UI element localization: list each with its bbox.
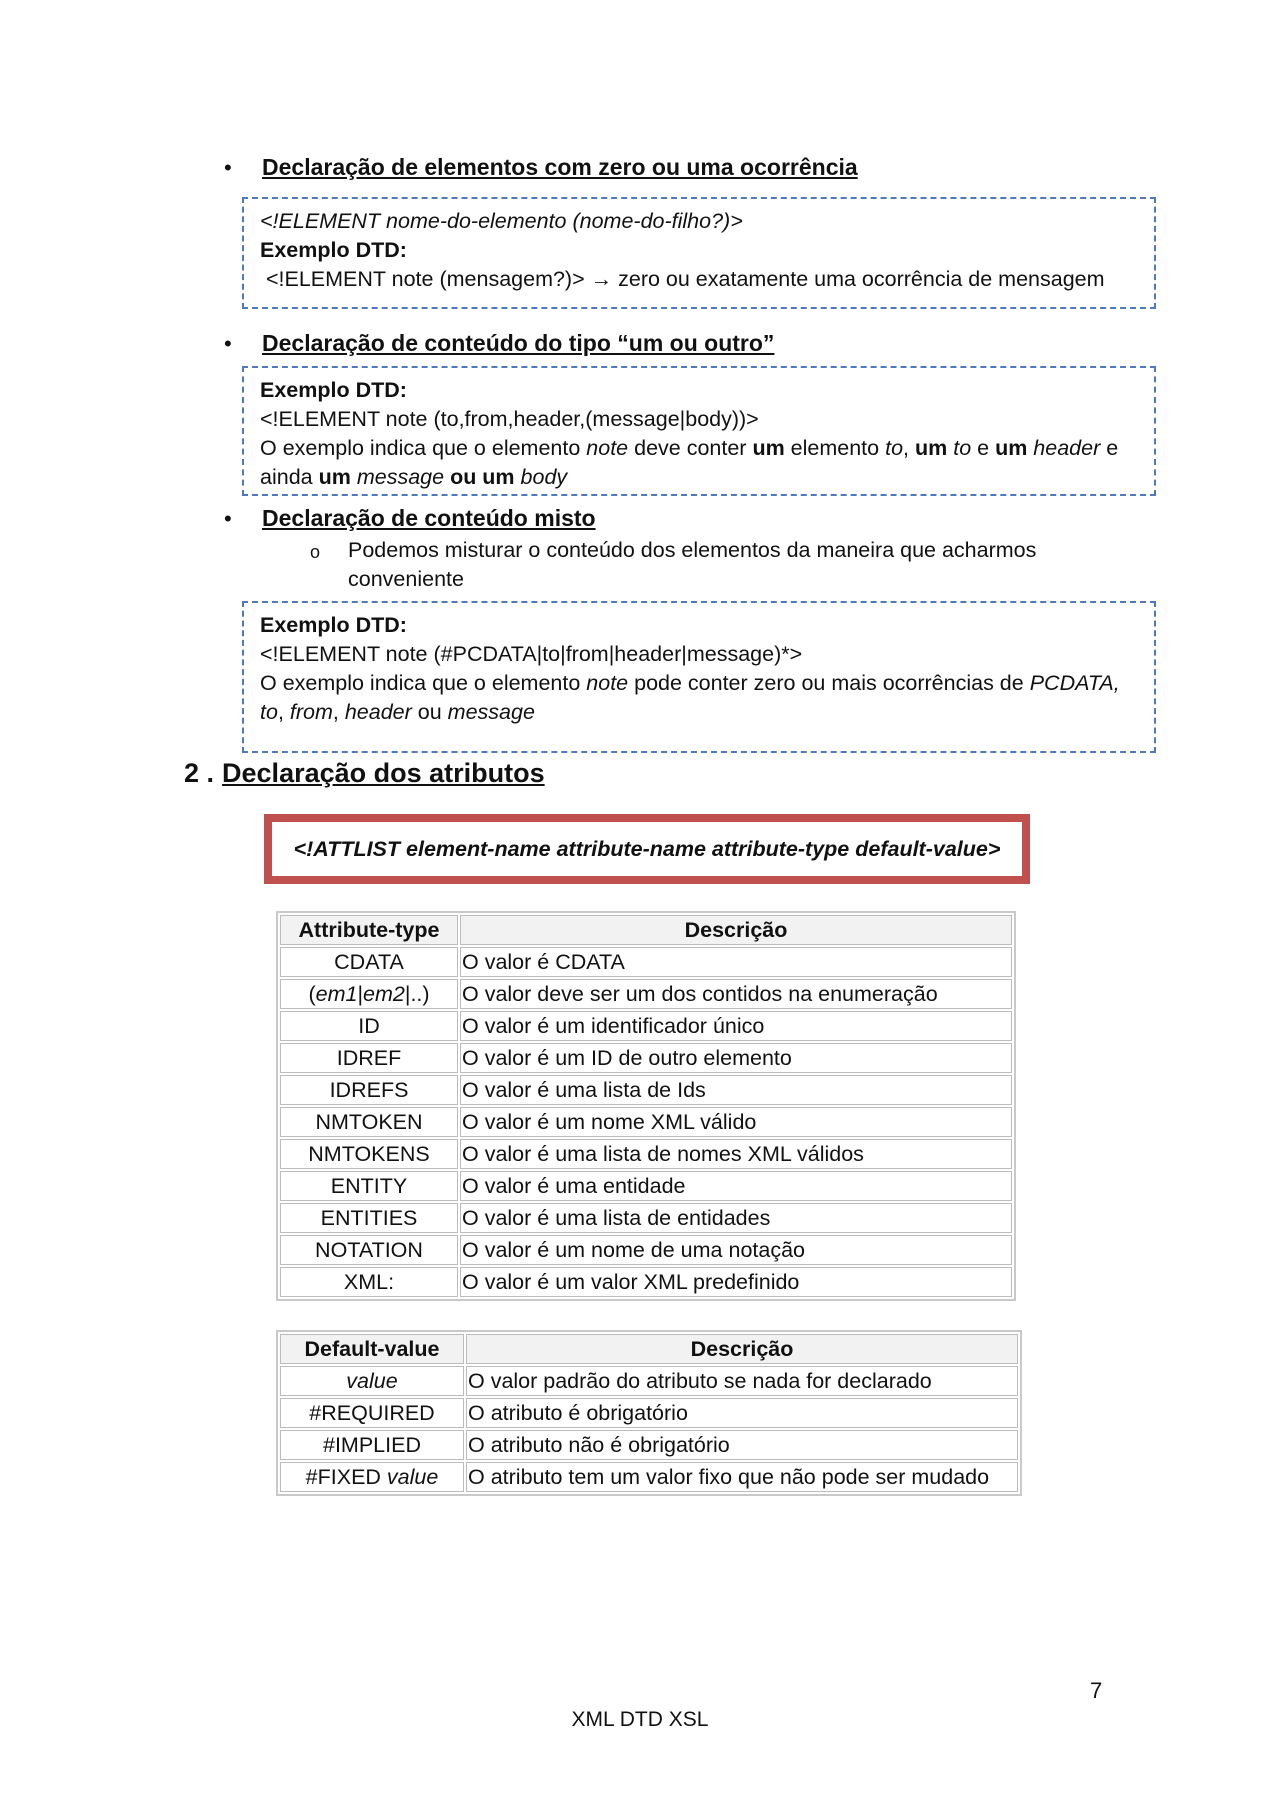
cell-description: O valor é um valor XML predefinido xyxy=(460,1267,1012,1297)
col-header: Descrição xyxy=(460,915,1012,945)
default-value-table xyxy=(276,1330,1022,1496)
table-row xyxy=(280,1075,1012,1105)
table-row xyxy=(280,1267,1012,1297)
cell-type: NMTOKENS xyxy=(280,1139,458,1169)
cell-description: O valor deve ser um dos contidos na enumeração xyxy=(460,979,1012,1009)
cell-description: O valor é um ID de outro elemento xyxy=(460,1043,1012,1073)
cell-description: O valor é uma lista de Ids xyxy=(460,1075,1012,1105)
cell-description: O valor é CDATA xyxy=(460,947,1012,977)
arrow-right-icon: → xyxy=(590,267,613,291)
cell-description: O valor é uma lista de entidades xyxy=(460,1203,1012,1233)
cell-type: #FIXED value xyxy=(280,1462,464,1492)
table-row xyxy=(280,1235,1012,1265)
bullet-icon: • xyxy=(224,155,232,180)
attlist-syntax: <!ATTLIST element-name attribute-name attribute-type default-value> xyxy=(293,836,1001,861)
cell-type: IDREF xyxy=(280,1043,458,1073)
cell-description: O valor é uma lista de nomes XML válidos xyxy=(460,1139,1012,1169)
cell-type: XML: xyxy=(280,1267,458,1297)
heading-one-or-other: Declaração de conteúdo do tipo “um ou outro” xyxy=(262,330,775,356)
heading-zero-or-one: Declaração de elementos com zero ou uma ocorrência xyxy=(262,154,858,180)
code-box-one-or-other xyxy=(242,366,1156,496)
example-label: Exemplo DTD: xyxy=(260,378,407,402)
cell-description: O valor é um nome de uma notação xyxy=(460,1235,1012,1265)
attribute-type-table xyxy=(276,911,1016,1301)
table-row xyxy=(280,1107,1012,1137)
col-header: Descrição xyxy=(466,1334,1018,1364)
code-box-zero-or-one xyxy=(242,197,1156,309)
table-row xyxy=(280,1011,1012,1041)
table-row xyxy=(280,1203,1012,1233)
table-row xyxy=(280,1139,1012,1169)
cell-description: O valor é um identificador único xyxy=(460,1011,1012,1041)
cell-description: O valor padrão do atributo se nada for declarado xyxy=(466,1366,1018,1396)
example-code: <!ELEMENT note (#PCDATA|to|from|header|message)*> xyxy=(260,642,803,666)
cell-type: ENTITY xyxy=(280,1171,458,1201)
section-number: 2 . xyxy=(184,758,215,788)
example-desc-line-1: O exemplo indica que o elemento note deve conter um elemento to, um to e um header e xyxy=(260,436,1119,460)
bullet-icon: • xyxy=(224,506,232,531)
table-row xyxy=(280,1043,1012,1073)
example-line xyxy=(260,265,1138,294)
table-row xyxy=(280,1430,1018,1460)
heading-mixed-content: Declaração de conteúdo misto xyxy=(262,505,596,531)
cell-description: O valor é um nome XML válido xyxy=(460,1107,1012,1137)
example-code: <!ELEMENT note (mensagem?)> xyxy=(265,267,585,291)
table-row xyxy=(280,1462,1018,1492)
table-header-row xyxy=(280,915,1012,945)
table-row xyxy=(280,947,1012,977)
sub-bullet-text: Podemos misturar o conteúdo dos elementos da maneira que acharmos conveniente xyxy=(348,538,1037,591)
example-code: <!ELEMENT note (to,from,header,(message|body))> xyxy=(260,407,759,431)
cell-type: #IMPLIED xyxy=(280,1430,464,1460)
section-title: Declaração dos atributos xyxy=(222,758,545,788)
table-row xyxy=(280,1366,1018,1396)
table-header-row xyxy=(280,1334,1018,1364)
cell-type: ID xyxy=(280,1011,458,1041)
col-header: Attribute-type xyxy=(280,915,458,945)
cell-description: O atributo tem um valor fixo que não pode ser mudado xyxy=(466,1462,1018,1492)
table-row xyxy=(280,979,1012,1009)
example-label: Exemplo DTD: xyxy=(260,613,407,637)
cell-type: ENTITIES xyxy=(280,1203,458,1233)
cell-type: NMTOKEN xyxy=(280,1107,458,1137)
cell-type: #REQUIRED xyxy=(280,1398,464,1428)
table-row xyxy=(280,1398,1018,1428)
cell-type: CDATA xyxy=(280,947,458,977)
cell-description: O atributo é obrigatório xyxy=(466,1398,1018,1428)
example-desc-line-2: to, from, header ou message xyxy=(260,700,535,724)
cell-description: O atributo não é obrigatório xyxy=(466,1430,1018,1460)
example-label: Exemplo DTD: xyxy=(260,238,407,262)
example-desc-line-1: O exemplo indica que o elemento note pode conter zero ou mais ocorrências de PCDATA, xyxy=(260,671,1120,695)
cell-type: value xyxy=(280,1366,464,1396)
bullet-icon: • xyxy=(224,331,232,356)
code-box-mixed-content xyxy=(242,601,1156,753)
cell-type: NOTATION xyxy=(280,1235,458,1265)
cell-type: (em1|em2|..) xyxy=(280,979,458,1009)
attlist-syntax-box xyxy=(264,814,1030,884)
cell-type: IDREFS xyxy=(280,1075,458,1105)
example-desc: zero ou exatamente uma ocorrência de mensagem xyxy=(618,267,1105,291)
table-row xyxy=(280,1171,1012,1201)
section-2-heading xyxy=(184,758,545,789)
cell-description: O valor é uma entidade xyxy=(460,1171,1012,1201)
col-header: Default-value xyxy=(280,1334,464,1364)
circle-bullet-icon: o xyxy=(310,542,321,562)
example-desc-line-2: ainda um message ou um body xyxy=(260,465,568,489)
syntax-line: <!ELEMENT nome-do-elemento (nome-do-filho?)> xyxy=(260,209,743,233)
page-footer: XML DTD XSL xyxy=(571,1708,709,1731)
page-number: 7 xyxy=(1090,1678,1103,1703)
